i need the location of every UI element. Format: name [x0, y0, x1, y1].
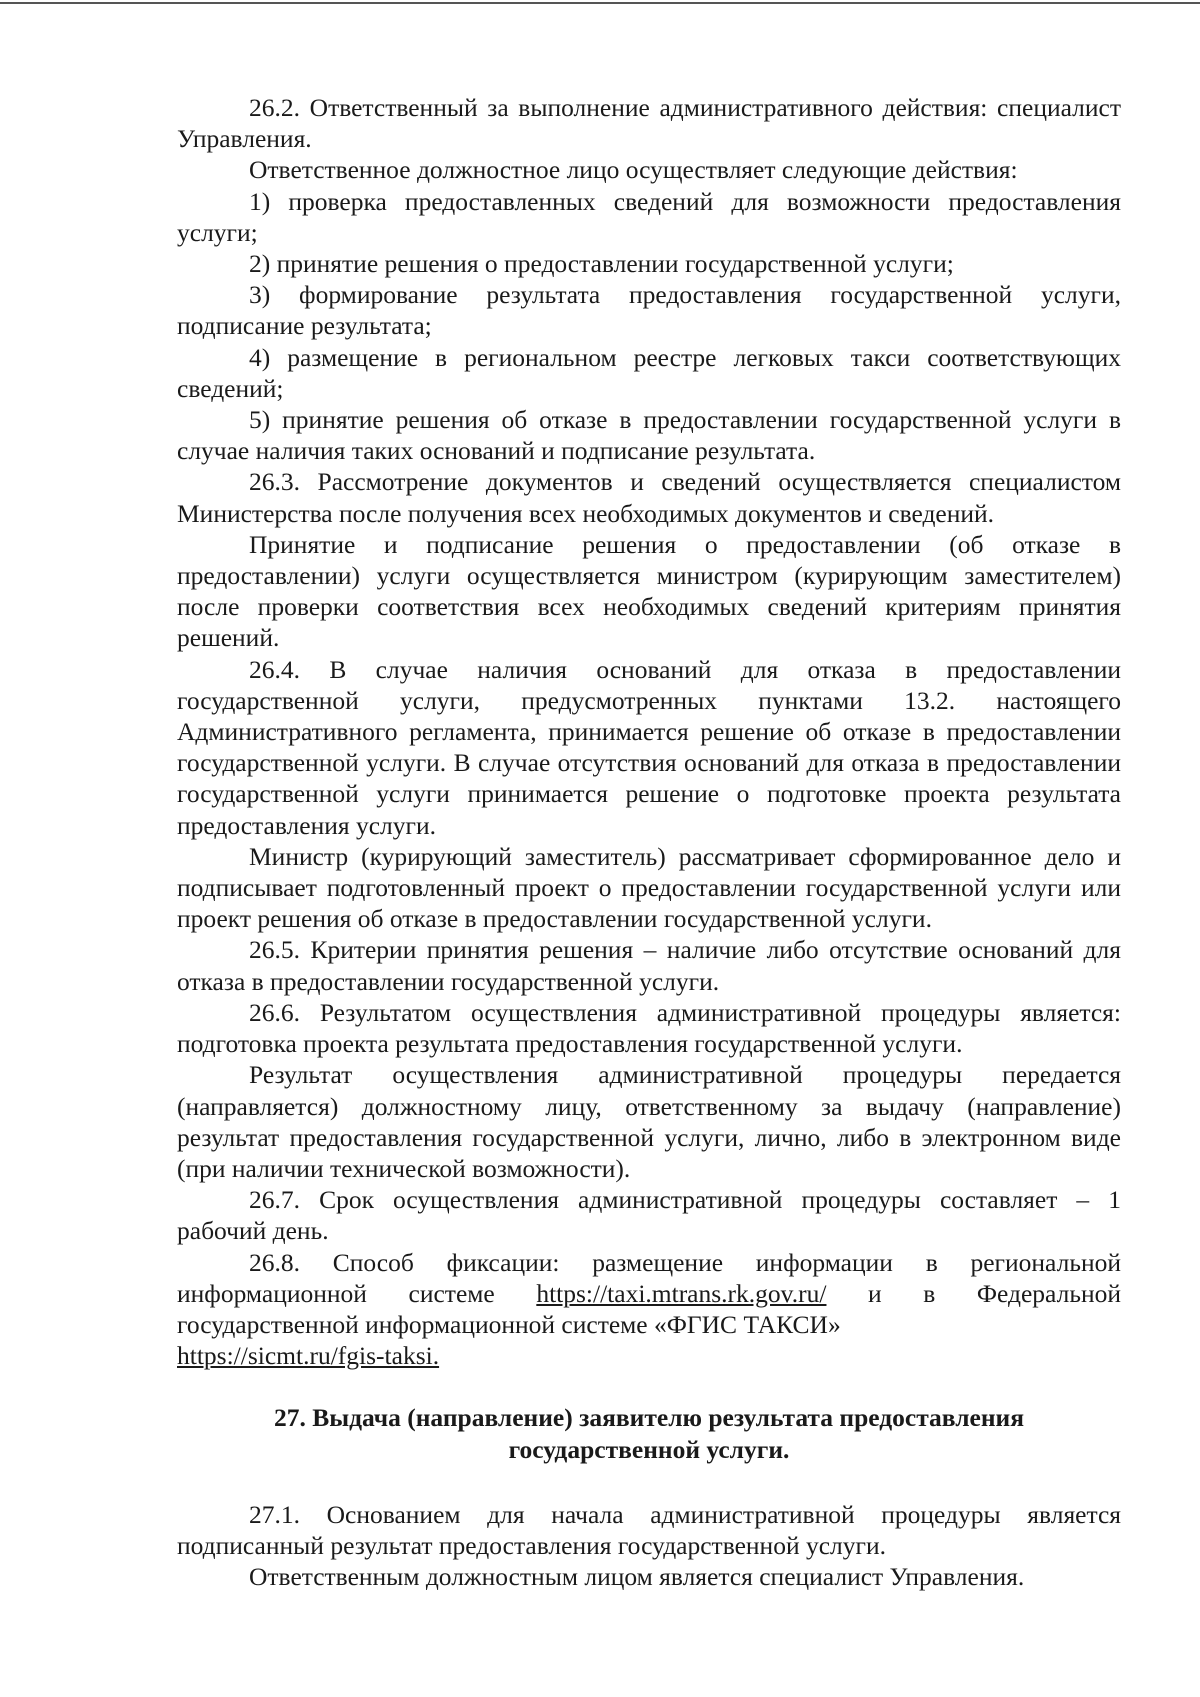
paragraph-26-2: 26.2. Ответственный за выполнение административного действия: специалист Управления. — [177, 93, 1121, 154]
list-item-3: 3) формирование результата предоставления государственной услуги, подписание результата; — [177, 280, 1121, 341]
paragraph-26-7: 26.7. Срок осуществления административной процедуры составляет – 1 рабочий день. — [177, 1185, 1121, 1246]
paragraph-26-8-text-middle: и в Федеральной государственной информационной системе «ФГИС ТАКСИ» — [177, 1278, 1121, 1339]
paragraph-26-4: 26.4. В случае наличия оснований для отказа в предоставлении государственной услуги, предусмотренных пунктами 13.2. настоящего Административного регламента, принимается решение об отказе в предоставлении государственной услуги. В случае отсутствия оснований для отказа в предоставлении государственной услуги принимается решение о подготовке проекта результата предоставления услуги. — [177, 654, 1121, 840]
paragraph-26-8 — [177, 1247, 1121, 1372]
list-item-2: 2) принятие решения о предоставлении государственной услуги; — [249, 249, 954, 279]
paragraph-result-transfer: Результат осуществления административной процедуры передается (направляется) должностному лицу, ответственному за выдачу (направление) результат предоставления государственной услуги, лично, либо в электронном виде (при наличии технической возможности). — [177, 1060, 1121, 1183]
top-border-line — [0, 2, 1200, 4]
list-item-5: 5) принятие решения об отказе в предоставлении государственной услуги в случае наличия таких оснований и подписание результата. — [177, 405, 1121, 466]
paragraph-minister-review: Министр (курирующий заместитель) рассматривает сформированное дело и подписывает подготовленный проект о предоставлении государственной услуги или проект решения об отказе в предоставлении государственной услуги. — [177, 841, 1121, 934]
section-27-heading: 27. Выдача (направление) заявителю результата предоставления государственной услуги. — [273, 1403, 1025, 1464]
paragraph-26-8-text-before: 26.8. Способ фиксации: размещение информации в региональной информационной системе — [177, 1247, 1121, 1308]
paragraph-26-3: 26.3. Рассмотрение документов и сведений осуществляется специалистом Министерства после получения всех необходимых документов и сведений. — [177, 467, 1121, 528]
fgis-taksi-link[interactable]: https://sicmt.ru/fgis-taksi. — [177, 1341, 440, 1371]
list-item-4: 4) размещение в региональном реестре легковых такси соответствующих сведений; — [177, 342, 1121, 403]
taxi-mtrans-link[interactable]: https://taxi.mtrans.rk.gov.ru/ — [536, 1278, 827, 1308]
paragraph-actions-intro: Ответственное должностное лицо осуществляет следующие действия: — [249, 155, 1018, 185]
paragraph-decision-signing: Принятие и подписание решения о предоставлении (об отказе в предоставлении) услуги осуществляется министром (курирующим заместителем) после проверки соответствия всех необходимых сведений критериям принятия решений. — [177, 529, 1121, 653]
list-item-1: 1) проверка предоставленных сведений для возможности предоставления услуги; — [177, 186, 1121, 247]
paragraph-27-1: 27.1. Основанием для начала административной процедуры является подписанный результат предоставления государственной услуги. — [177, 1499, 1121, 1560]
paragraph-26-5: 26.5. Критерии принятия решения – наличие либо отсутствие оснований для отказа в предоставлении государственной услуги. — [177, 935, 1121, 996]
paragraph-responsible-person: Ответственным должностным лицом является специалист Управления. — [249, 1562, 1025, 1592]
paragraph-26-6: 26.6. Результатом осуществления административной процедуры является: подготовка проекта результата предоставления государственной услуги. — [177, 997, 1121, 1059]
document-body — [177, 92, 1121, 1592]
